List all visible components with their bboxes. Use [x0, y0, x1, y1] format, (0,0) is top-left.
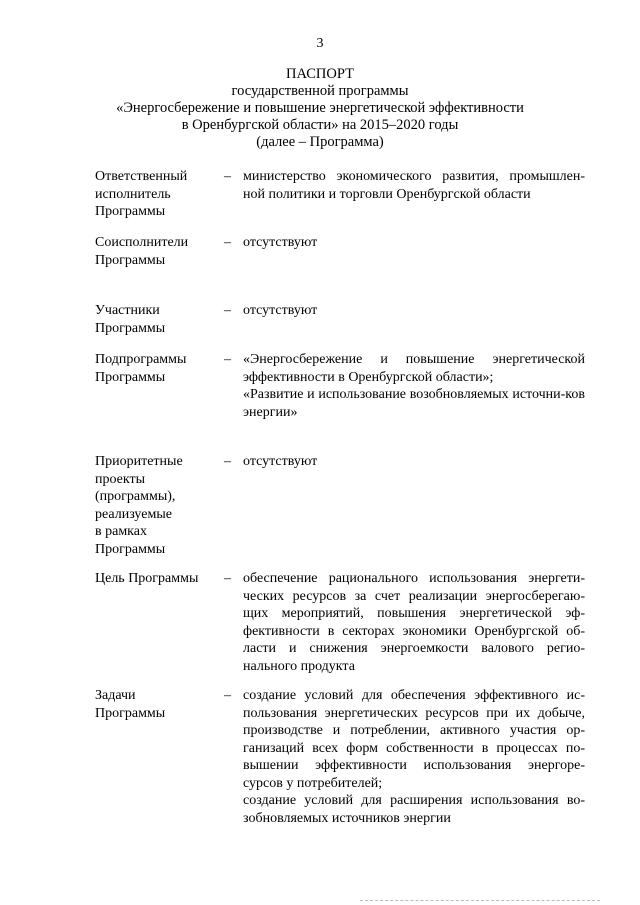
row-label: Соисполнители Программы: [95, 235, 189, 268]
row-dash: –: [224, 454, 231, 469]
row-label: Участники Программы: [95, 303, 166, 336]
row-label: Ответственный исполнитель Программы: [95, 169, 188, 219]
row-content: отсутствуют: [243, 303, 318, 318]
program-name: «Энергосбережение и повышение энергетической эффективности: [116, 100, 524, 116]
row-dash: –: [224, 688, 231, 703]
row-content: отсутствуют: [243, 235, 318, 250]
document-header: [0, 66, 640, 151]
row-label: Приоритетные проекты (программы), реализуемые в рамках Программы: [95, 454, 183, 557]
row-content: министерство экономического развития, промышлен-ной политики и торговли Оренбургской области: [243, 169, 585, 202]
program-region-period: в Оренбургской области» на 2015–2020 годы: [181, 117, 459, 133]
row-content: «Энергосбережение и повышение энергетической эффективности в Оренбургской области»; «Развитие и использование возобновляемых источни-ков энергии»: [243, 352, 585, 420]
row-dash: –: [224, 352, 231, 367]
row-label: Цель Программы: [95, 571, 199, 586]
row-dash: –: [224, 571, 231, 586]
row-content: обеспечение рационального использования энергети-ческих ресурсов за счет реализации энергосберегаю-щих мероприятий, повышения энергетической эф-фективности в секторах экономики Оренбургской об-ласти и снижения энергоемкости валового регио-нального продукта: [243, 571, 585, 674]
row-content: отсутствуют: [243, 454, 318, 469]
program-type: государственной программы: [231, 83, 409, 99]
row-content: создание условий для обеспечения эффективного ис-пользования энергетических ресурсов при их добыче, производстве и потреблении, активного участия ор-ганизаций всех форм собственности в процессах по-вышении эффективности использования энергоре-сурсов у потребителей; создание условий для расширения использования во-зобновляемых источников энергии: [243, 688, 585, 826]
row-dash: –: [224, 303, 231, 318]
row-label: Задачи Программы: [95, 688, 166, 721]
row-dash: –: [224, 169, 231, 184]
row-label: Подпрограммы Программы: [95, 352, 187, 385]
scan-edge-marks: [360, 900, 600, 905]
row-dash: –: [224, 235, 231, 250]
page-number: 3: [316, 36, 324, 51]
program-short-name: (далее – Программа): [256, 134, 384, 150]
document-title: ПАСПОРТ: [286, 66, 354, 82]
